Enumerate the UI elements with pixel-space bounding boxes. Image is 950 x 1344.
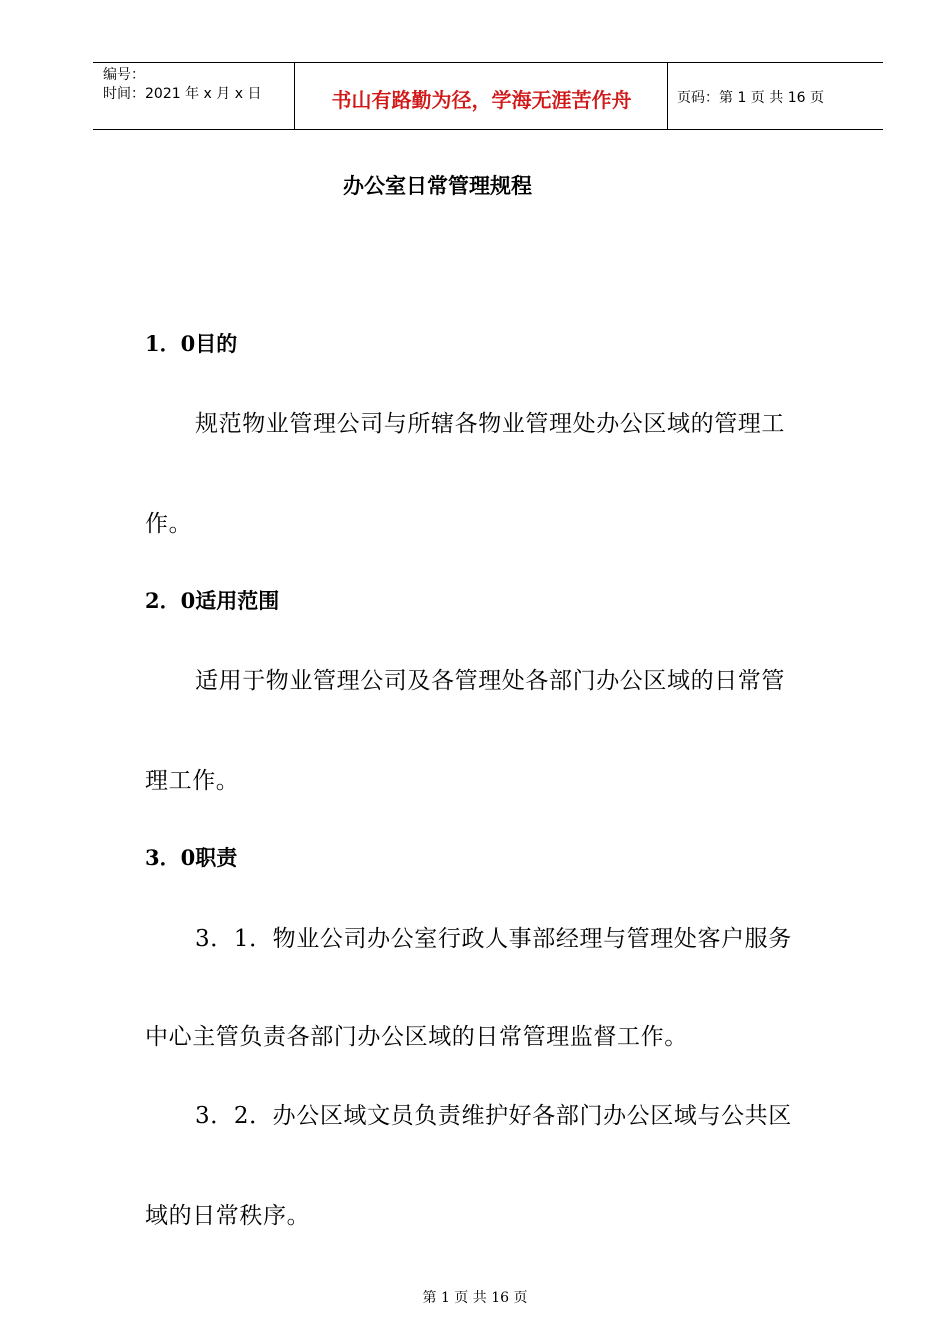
section-heading: 3．0职责 <box>145 845 238 870</box>
section-heading: 2．0适用范围 <box>145 588 280 613</box>
footer-page-number: 第 1 页 共 16 页 <box>422 1290 528 1306</box>
header-meta <box>103 66 261 104</box>
header-page-info: 页码：第 1 页 共 16 页 <box>677 90 824 106</box>
paragraph-line: 域的日常秩序。 <box>145 1203 311 1229</box>
paragraph-line: 规范物业管理公司与所辖各物业管理处办公区域的管理工 <box>195 411 785 437</box>
paragraph-line: 理工作。 <box>145 768 240 794</box>
paragraph-line: 作。 <box>145 511 193 537</box>
section-heading: 1．0目的 <box>145 331 238 356</box>
header-motto: 书山有路勤为径，学海无涯苦作舟 <box>331 88 632 112</box>
header-number-label: 编号： <box>103 67 145 83</box>
paragraph-line: 中心主管负责各部门办公区域的日常管理监督工作。 <box>145 1024 688 1050</box>
header-divider-left <box>294 63 295 129</box>
paragraph-line: 3．2．办公区域文员负责维护好各部门办公区域与公共区 <box>195 1103 792 1129</box>
document-title: 办公室日常管理规程 <box>343 173 532 198</box>
header-top-rule <box>93 62 883 63</box>
paragraph-line: 适用于物业管理公司及各管理处各部门办公区域的日常管 <box>195 668 785 694</box>
header-time-label: 时间：2021 年 x 月 x 日 <box>103 86 262 102</box>
header-bottom-rule <box>93 129 883 130</box>
header-divider-right <box>667 63 668 129</box>
paragraph-line: 3．1．物业公司办公室行政人事部经理与管理处客户服务 <box>195 926 792 952</box>
